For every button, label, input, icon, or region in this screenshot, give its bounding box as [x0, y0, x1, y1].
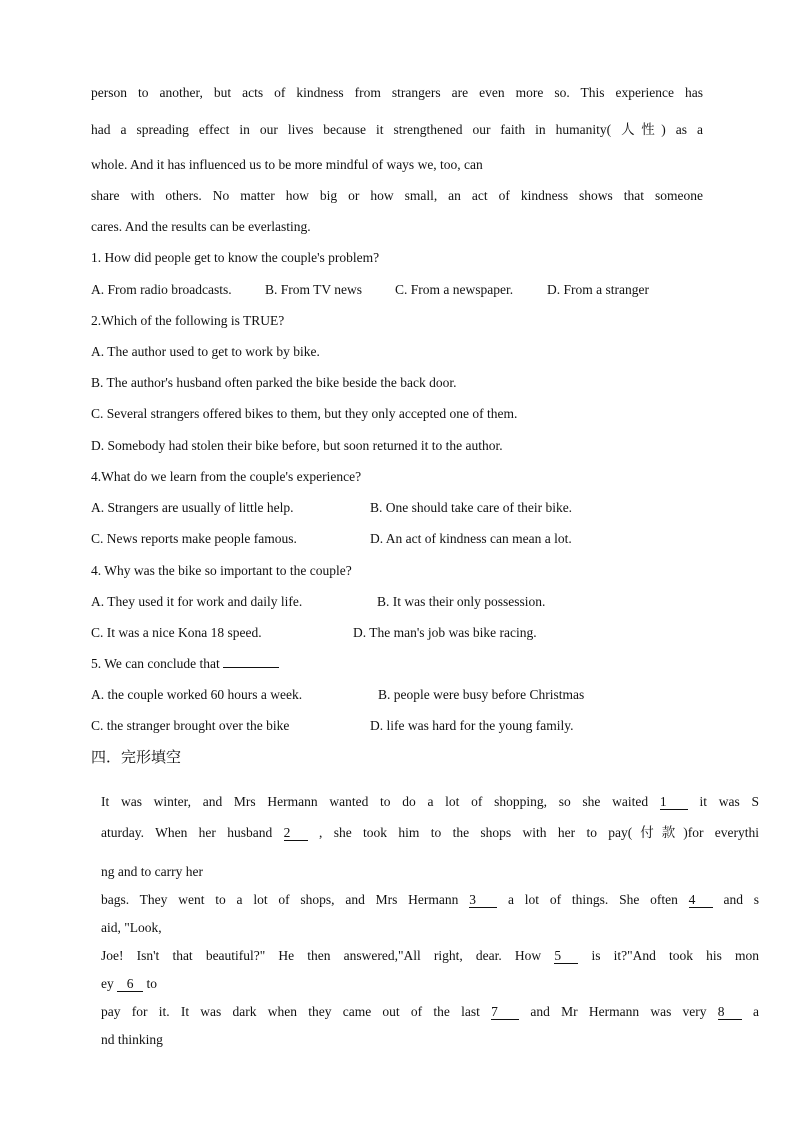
cloze-blank-4[interactable]: 4 [689, 892, 713, 908]
cloze-line-8 [101, 1003, 759, 1021]
question-5-stem-row [91, 655, 279, 673]
cloze-line-5: aid, "Look, [101, 920, 162, 935]
q3-option-b[interactable]: B. One should take care of their bike. [370, 500, 573, 515]
q3-option-a[interactable]: A. Strangers are usually of little help. [91, 500, 294, 515]
cloze-line-3: ng and to carry her [101, 864, 203, 879]
cloze-blank-2[interactable]: 2 [284, 825, 308, 841]
passage-line-4: share with others. No matter how big or how small, an act of kindness shows that someone [91, 188, 703, 203]
q2-option-d[interactable]: D. Somebody had stolen their bike before, but soon returned it to the author. [91, 438, 503, 453]
cloze-text: , she took him to the shops with her to pay(付款)for everythi [318, 825, 760, 840]
cloze-line-9: nd thinking [101, 1032, 163, 1047]
cloze-text: ey [101, 976, 114, 991]
passage-line-5: cares. And the results can be everlasting. [91, 219, 311, 234]
cloze-blank-1[interactable]: 1 [660, 794, 688, 810]
q1-option-b[interactable]: B. From TV news [265, 282, 363, 297]
q4-option-c[interactable]: C. It was a nice Kona 18 speed. [91, 625, 262, 640]
cloze-text: it was S [699, 794, 759, 809]
q5-option-c[interactable]: C. the stranger brought over the bike [91, 718, 290, 733]
passage-line-3: whole. And it has influenced us to be more mindful of ways we, too, can [91, 157, 483, 172]
q1-option-c[interactable]: C. From a newspaper. [395, 282, 514, 297]
cloze-line-2 [101, 824, 759, 842]
cloze-blank-7[interactable]: 7 [491, 1004, 519, 1020]
cloze-text: a lot of things. She often [508, 892, 678, 907]
question-3-stem: 4.What do we learn from the couple's experience? [91, 469, 362, 484]
q5-option-b[interactable]: B. people were busy before Christmas [378, 687, 585, 702]
cloze-text: to [146, 976, 158, 991]
q1-option-a[interactable]: A. From radio broadcasts. [91, 282, 232, 297]
q4-option-b[interactable]: B. It was their only possession. [377, 594, 546, 609]
cloze-blank-8[interactable]: 8 [718, 1004, 742, 1020]
q2-option-b[interactable]: B. The author's husband often parked the bike beside the back door. [91, 375, 457, 390]
q4-option-d[interactable]: D. The man's job was bike racing. [353, 625, 537, 640]
cloze-text: is it?"And took his mon [591, 948, 760, 963]
q1-option-d[interactable]: D. From a stranger [547, 282, 649, 297]
passage-line-2: had a spreading effect in our lives because it strengthened our faith in humanity( 人性) as a [91, 122, 703, 137]
cloze-line-6 [101, 947, 759, 965]
q3-option-c[interactable]: C. News reports make people famous. [91, 531, 297, 546]
cloze-text: a [753, 1004, 760, 1019]
q5-option-d[interactable]: D. life was hard for the young family. [370, 718, 574, 733]
section-heading: 四．完形填空 [91, 748, 182, 766]
question-2-stem: 2.Which of the following is TRUE? [91, 313, 285, 328]
cloze-text: aturday. When her husband [101, 825, 273, 840]
cloze-line-4 [101, 891, 759, 909]
cloze-blank-6[interactable]: 6 [117, 976, 143, 992]
cloze-text: bags. They went to a lot of shops, and Mrs Hermann [101, 892, 459, 907]
passage-line-1: person to another, but acts of kindness from strangers are even more so. This experience has [91, 85, 703, 100]
cloze-line-7 [101, 975, 157, 993]
q5-option-a[interactable]: A. the couple worked 60 hours a week. [91, 687, 303, 702]
cloze-text: It was winter, and Mrs Hermann wanted to do a lot of shopping, so she waited [101, 794, 649, 809]
cloze-text: Joe! Isn't that beautiful?" He then answered,"All right, dear. How [101, 948, 542, 963]
cloze-text: pay for it. It was dark when they came out of the last [101, 1004, 480, 1019]
cloze-text: and Mr Hermann was very [530, 1004, 707, 1019]
question-4-stem: 4. Why was the bike so important to the couple? [91, 563, 352, 578]
q2-option-a[interactable]: A. The author used to get to work by bike. [91, 344, 320, 359]
cloze-line-1 [101, 793, 759, 811]
answer-blank[interactable] [223, 655, 279, 668]
q3-option-d[interactable]: D. An act of kindness can mean a lot. [370, 531, 572, 546]
cloze-blank-5[interactable]: 5 [554, 948, 578, 964]
q4-option-a[interactable]: A. They used it for work and daily life. [91, 594, 303, 609]
question-5-stem: 5. We can conclude that [91, 656, 220, 671]
question-1-stem: 1. How did people get to know the couple's problem? [91, 250, 380, 265]
cloze-text: and s [723, 892, 759, 907]
q2-option-c[interactable]: C. Several strangers offered bikes to them, but they only accepted one of them. [91, 406, 518, 421]
cloze-blank-3[interactable]: 3 [469, 892, 497, 908]
